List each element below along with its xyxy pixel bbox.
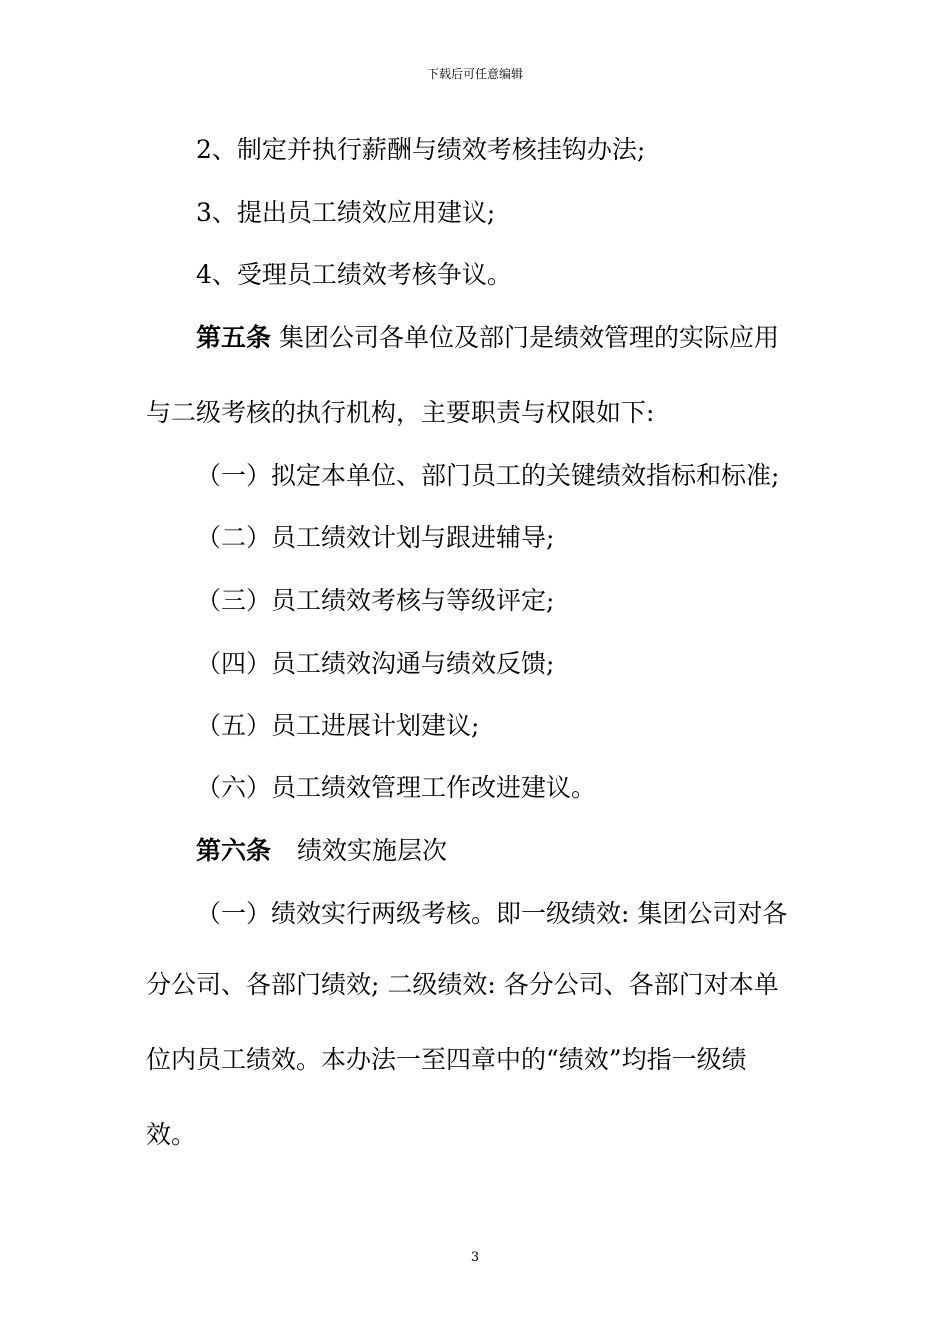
article-5-item-4: （四）员工绩效沟通与绩效反馈; — [196, 649, 555, 678]
article-5-item-6: （六）员工绩效管理工作改进建议。 — [196, 773, 597, 802]
article-6-heading: 第六条 — [196, 836, 272, 865]
article-5-first-line — [196, 323, 779, 353]
duty-item-2: 2、制定并执行薪酬与绩效考核挂钩办法; — [196, 135, 646, 164]
page-number: 3 — [470, 1250, 480, 1265]
page-header-note: 下载后可任意编辑 — [426, 67, 523, 81]
article-6-para-line-4: 效。 — [146, 1120, 197, 1149]
article-6-title: 绩效实施层次 — [296, 836, 447, 865]
article-5-line-2: 与二级考核的执行机构，主要职责与权限如下: — [146, 398, 655, 427]
article-5-item-2: （二）员工绩效计划与跟进辅导; — [196, 523, 555, 552]
duty-item-4: 4、受理员工绩效考核争议。 — [196, 260, 512, 289]
article-6-para-line-1: （一）绩效实行两级考核。即一级绩效: 集团公司对各 — [196, 899, 788, 928]
article-5-item-3: （三）员工绩效考核与等级评定; — [196, 586, 555, 615]
duty-item-3: 3、提出员工绩效应用建议; — [196, 198, 496, 227]
article-5-item-5: （五）员工进展计划建议; — [196, 711, 480, 740]
article-6-para-line-3: 位内员工绩效。本办法一至四章中的“绩效”均指一级绩 — [146, 1045, 747, 1074]
article-6-para-line-2: 分公司、各部门绩效; 二级绩效: 各分公司、各部门对本单 — [146, 970, 779, 999]
article-5-line-1: 集团公司各单位及部门是绩效管理的实际应用 — [278, 323, 779, 352]
article-5-heading: 第五条 — [196, 323, 272, 352]
article-6-heading-line — [196, 836, 447, 866]
article-5-item-1: （一）拟定本单位、部门员工的关键绩效指标和标准; — [196, 461, 780, 490]
